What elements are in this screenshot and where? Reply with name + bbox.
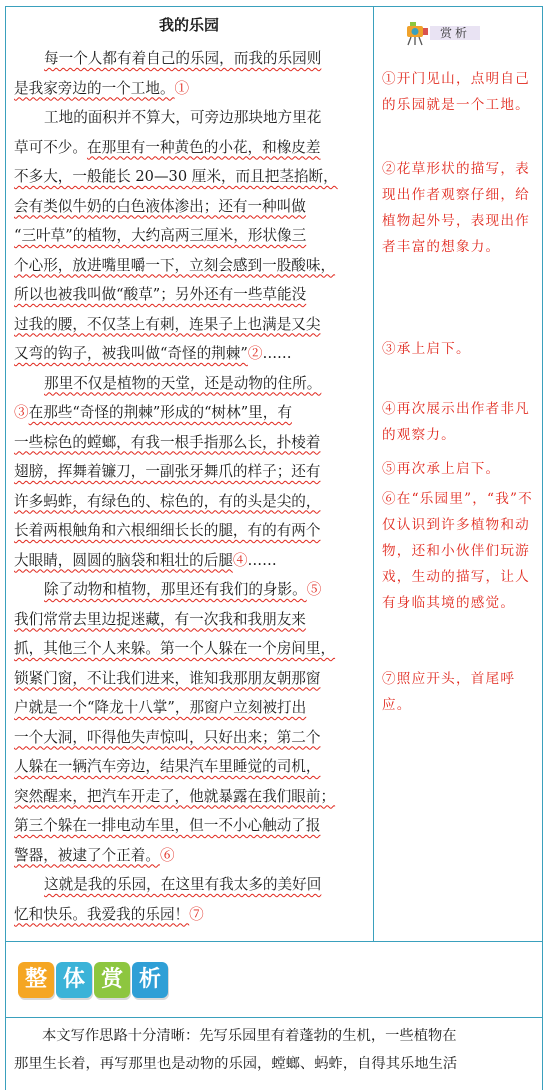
note-1: ①开门见山，点明自己的乐园就是一个工地。	[382, 71, 530, 113]
note-2: ②花草形状的描写，表现出作者观察仔细，给植物起外号，表现出作者丰富的想象力。	[382, 161, 530, 255]
annotation-marker: ⑥	[159, 846, 175, 864]
highlighted-text: 第三个躲在一排电动车里，但一不小心触动了报	[14, 817, 321, 834]
highlighted-text: 每一个人都有着自己的乐园，而我的乐园则	[44, 50, 322, 67]
highlighted-text: 忆和快乐。我爱我的乐园！	[14, 905, 190, 923]
camera-icon	[404, 18, 430, 46]
essay-line	[14, 575, 366, 605]
essay-line	[14, 900, 366, 930]
essay-line	[14, 133, 366, 163]
essay-text: 工地的面积并不算大，可旁边那块地方里花	[44, 109, 322, 126]
highlighted-text: 我们常常去里边捉迷藏，有一次我和我朋友来	[14, 610, 306, 628]
note-4: ④再次展示出作者非凡的观察力。	[382, 401, 530, 443]
highlighted-text: 翅膀，挥舞着镰刀，一副张牙舞爪的样子；还有	[14, 463, 321, 480]
highlighted-text: 户就是一个“降龙十八掌”，那窗户立刻被打出	[14, 699, 307, 716]
essay-line	[14, 546, 366, 576]
highlighted-text: 在那里有一种黄色的小花，和橡皮差	[86, 138, 321, 156]
highlighted-text: 个心形，放进嘴里嚼一下，立刻会感到一股酸味，	[14, 256, 336, 274]
badge-char: 体	[56, 962, 92, 998]
essay-line	[14, 221, 366, 251]
highlighted-text: 一个大洞，吓得他失声惊叫，只好出来；第二个	[14, 728, 321, 746]
highlighted-text: 过我的腰，不仅茎上有刺，连果子上也满是又尖	[14, 315, 321, 333]
essay-line	[14, 841, 366, 871]
badge-char: 整	[18, 962, 54, 998]
essay-line	[14, 664, 366, 694]
essay-line	[14, 44, 366, 74]
essay-line	[14, 811, 366, 841]
highlighted-text: 长着两根触角和六根细细长长的腿，有的有两个	[14, 522, 321, 539]
essay-line	[14, 752, 366, 782]
annotation-marker: ②	[247, 345, 263, 362]
essay-line	[14, 398, 366, 428]
annotation-marker: ④	[232, 551, 248, 569]
essay-line	[14, 634, 366, 664]
highlighted-text: 人躲在一辆汽车旁边，结果汽车里睡觉的司机，	[14, 758, 321, 775]
highlighted-text: 突然醒来，把汽车开走了，他就暴露在我们眼前；	[14, 787, 336, 805]
highlighted-text: 警器，被逮了个正着。	[14, 846, 160, 864]
note-3: ③承上启下。	[382, 341, 471, 357]
sidebar-header	[382, 14, 538, 48]
highlighted-text: 抓，其他三个人来躲。第一个人躲在一个房间里，	[14, 640, 336, 657]
divider-top	[5, 941, 543, 942]
highlighted-text: 一些棕色的螳螂，有我一根手指那么长，扑棱着	[14, 433, 321, 451]
sidebar-heading: 赏析	[430, 26, 480, 40]
essay-line	[14, 870, 366, 900]
highlighted-text: 大眼睛，圆圆的脑袋和粗壮的后腿	[14, 551, 233, 569]
essay-line	[14, 280, 366, 310]
essay-line	[14, 782, 366, 812]
divider-summary	[5, 1017, 543, 1018]
essay-title: 我的乐园	[158, 16, 219, 34]
summary-line: 本文写作思路十分清晰：先写乐园里有着蓬勃的生机，一些植物在	[42, 1028, 457, 1044]
highlighted-text: 那里不仅是植物的天堂，还是动物的住所。	[44, 374, 322, 392]
highlighted-text: “三叶草”的植物，大约高两三厘米，形状像三	[14, 227, 307, 244]
highlighted-text: 会有类似牛奶的白色液体渗出；还有一种叫做	[14, 197, 306, 215]
highlighted-text: 这就是我的乐园，在这里有我太多的美好回	[44, 876, 322, 893]
essay-line	[14, 605, 366, 635]
essay-line	[14, 162, 366, 192]
essay-line	[14, 339, 366, 369]
highlighted-text: 除了动物和植物，那里还有我们的身影。	[44, 581, 307, 598]
essay-line	[14, 457, 366, 487]
essay-line	[14, 310, 366, 340]
highlighted-text: 又弯的钩子，被我叫做“奇怪的荆棘”	[14, 345, 248, 362]
sidebar-annotations	[382, 14, 538, 713]
highlighted-text: 不多大，一般能长 20—30 厘米，而且把茎掐断，	[14, 168, 338, 185]
badge-char: 赏	[94, 962, 130, 998]
annotation-marker: ①	[174, 79, 190, 97]
essay-text: ……	[247, 551, 277, 569]
note-5: ⑤再次承上启下。	[382, 461, 501, 477]
essay-line	[14, 428, 366, 458]
highlighted-text: 在那些“奇怪的荆棘”形成的“树林”里，有	[28, 404, 292, 421]
essay-line	[14, 251, 366, 281]
overall-badge	[18, 962, 168, 1002]
essay-line	[14, 516, 366, 546]
highlighted-text: 锁紧门窗，不让我们进来，谁知我那朋友朝那窗	[14, 669, 321, 687]
essay-text: 草可不少。	[14, 138, 87, 156]
annotation-marker: ⑤	[306, 581, 322, 598]
essay-line	[14, 74, 366, 104]
essay-line	[14, 693, 366, 723]
essay-text: ……	[262, 345, 292, 362]
essay-line	[14, 487, 366, 517]
highlighted-text: 所以也被我叫做“酸草”；另外还有一些草能没	[14, 286, 307, 303]
note-7: ⑦照应开头，首尾呼应。	[382, 671, 516, 713]
annotation-marker: ③	[14, 404, 29, 421]
summary-line: 那里生长着，再写那里也是动物的乐园，螳螂、蚂蚱，自得其乐地生活	[14, 1056, 458, 1072]
column-divider	[373, 6, 374, 942]
highlighted-text: 是我家旁边的一个工地。	[14, 79, 175, 97]
essay-body	[14, 44, 366, 929]
essay-line	[14, 723, 366, 753]
overall-summary	[14, 1022, 534, 1078]
essay-line	[14, 192, 366, 222]
highlighted-text: 许多蚂蚱，有绿色的、棕色的，有的头是尖的，	[14, 492, 321, 510]
badge-char: 析	[132, 962, 168, 998]
essay-line	[14, 369, 366, 399]
essay-line	[14, 103, 366, 133]
annotation-marker: ⑦	[189, 905, 204, 923]
note-6: ⑥在“乐园里”，“我”不仅认识到许多植物和动物，还和小伙伴们玩游戏，生动的描写，让人有身临其境的感觉。	[382, 491, 533, 611]
